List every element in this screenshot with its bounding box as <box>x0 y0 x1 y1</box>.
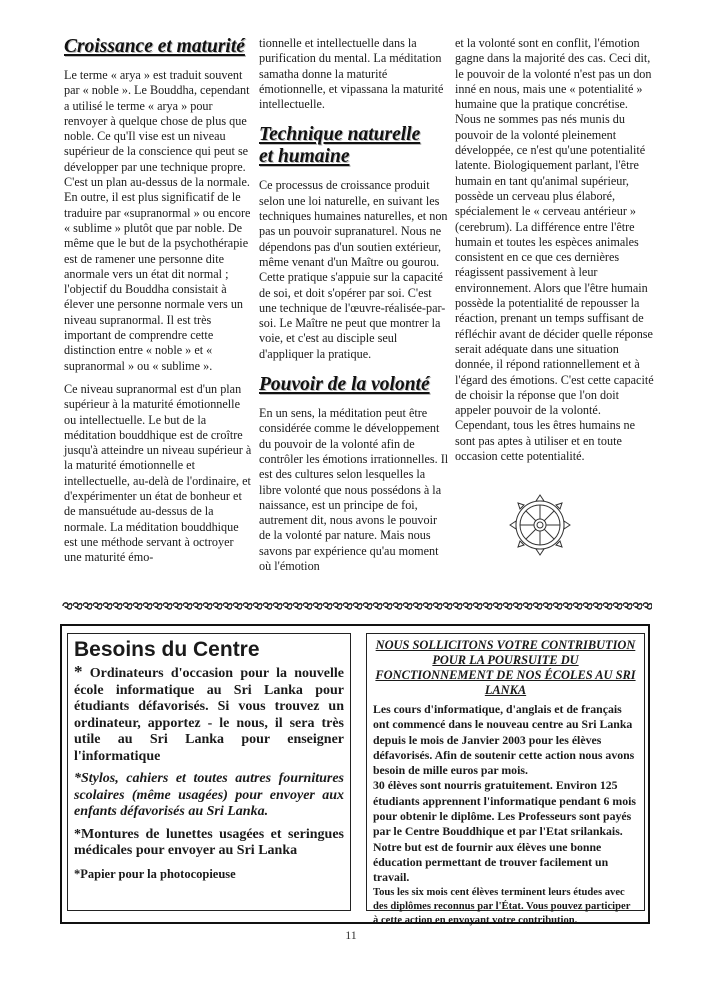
paragraph: Ce niveau supranormal est d'un plan supérieur à la maturité émotionnelle ou intellectuelle. Le but de la méditation bouddhique est de croître jusqu'à atteindre un niveau supérieur à la maturité émotionnelle et intellectuelle, au-delà de l'ordinaire, et d'expérimenter un état de bonheur et de mansuétude au-dessus de la normale. La méditation bouddhique est une méthode servant à octroyer une maturité émo- <box>64 381 252 565</box>
page-number: 11 <box>345 928 357 942</box>
ornamental-divider <box>62 600 652 612</box>
contribution-paragraph: 30 élèves sont nourris gratuitement. Environ 125 étudiants apprennent l'informatique pendant 6 mois pour obtenir le diplôme. Les Professeurs sont payés par le Centre Bouddhique et par l'Etat srilankais. Notre but est de fournir aux élèves une bonne éducation permettant de trouver facilement un travail. <box>373 778 636 885</box>
contribution-paragraph: Les cours d'informatique, d'anglais et de français ont commencé dans le nouveau centre au Sri Lanka depuis le mois de Janvier 2003 pour les élèves défavorisés. Afin de soutenir cette action nous avons besoin de mille euros par mois. <box>373 702 635 778</box>
needs-item: *Papier pour la photocopieuse <box>74 866 236 881</box>
needs-title: Besoins du Centre <box>74 638 260 661</box>
contribution-paragraph: Tous les six mois cent élèves terminent leurs études avec des diplômes reconnus par l'État. Vous pouvez participer à cette action en envoyant votre contribution. <box>373 886 631 926</box>
paragraph: Le terme « arya » est traduit souvent par « noble ». Le Bouddha, cependant a utilisé le terme « arya » pour renvoyer à quelque chose de plus que noble. Ce qu'Il vise est un niveau supérieur de la conscience qui peut se développer par une technique propre. C'est un plan au-dessus de la normale. En outre, il est plus significatif de le traduire par «supranormal » ou encore « sublime » plutôt que par noble. De même que le but de la psychothérapie est de ramener une personne dite anormale vers un état dit normal ; l'objectif du Bouddha consistait à élever une personne normale vers un niveau supranormal. Il est très important de comprendre cette distinction entre « noble » et « supranormal » ou « sublime ». <box>64 68 251 373</box>
article-column-3 <box>455 36 655 472</box>
needs-item: *Stylos, cahiers et toutes autres fournitures scolaires (même usagées) pour envoyer aux enfants défavorisés au Sri Lanka. <box>74 771 344 819</box>
asterisk: * <box>74 662 83 681</box>
needs-item: *Montures de lunettes usagées et seringues médicales pour envoyer au Sri Lanka <box>74 826 344 858</box>
paragraph: En un sens, la méditation peut être considérée comme le développement du pouvoir de la volonté afin de contrôler les émotions irrationnelles. Il est des cultures selon lesquelles la libre volonté que nous possédons à la naissance, est un principe de foi, autrement dit, nous avons le pouvoir de la volonté par nature. Mais nous savons par expérience qu'au moment où l'émotion <box>259 406 449 574</box>
heading-pouvoir: Pouvoir de la volonté <box>259 374 430 396</box>
paragraph: tionnelle et intellectuelle dans la purification du mental. La méditation samatha donne la maturité émotionnelle, et vipassana la maturité intellectuelle. <box>259 36 444 112</box>
article-column-2 <box>259 36 449 582</box>
dharma-wheel-icon <box>505 490 575 560</box>
contribution-title: NOUS SOLLICITONS VOTRE CONTRIBUTION POUR LA POURSUITE DU FONCTIONNEMENT DE NOS ÉCOLES AU SRI LANKA <box>375 638 636 697</box>
contribution-box <box>366 633 645 926</box>
needs-box <box>67 633 351 911</box>
heading-croissance: Croissance et maturité <box>64 36 245 57</box>
paragraph: et la volonté sont en conflit, l'émotion gagne dans la majorité des cas. Ceci dit, le pouvoir de la volonté n'est pas un don inné en nous, mais une « potentialité » humaine que la pratique concrétise. Nous ne sommes pas nés munis du pouvoir de la volonté pleinement développée, ce n'est qu'une potentialité latente. Biologiquement parlant, l'être humain en tant qu'animal supérieur, possède un cerveau plus élaboré, spécialement le « cerveau antérieur » (cerebrum). La différence entre l'être humain et toutes les espèces animales consistent en ce que ces dernières réagissent passivement à leur environnement. Alors que l'être humain possède la potentialité de repousser la réaction, prenant un temps suffisant de réfléchir avant de décider quelle réponse serait adéquate dans une situation donnée, il répond rationnellement et à l'égard des émotions. C'est cette capacité de choisir la réponse que l'on doit appeler pouvoir de la volonté. Cependant, tous les êtres humains ne sont pas aptes à utiliser et en toute occasion cette potentialité. <box>455 36 654 464</box>
article-column-1 <box>64 36 254 574</box>
paragraph: Ce processus de croissance produit selon une loi naturelle, en suivant les techniques humaines naturelles, et non pas un pouvoir supranaturel. Nous ne dépendons pas d'un soutien extérieur, même venant d'un Maître ou gourou. Cette pratique s'appuie sur la capacité de soi, et doit s'opérer par soi. C'est une technique de l'œuvre-réalisée-par-soi. Le Maître ne peut que montrer la voie, et c'est au disciple seul d'appliquer la pratique. <box>259 178 448 361</box>
heading-technique: Technique naturelle et humaine <box>259 124 421 168</box>
needs-item: * Ordinateurs d'occasion pour la nouvelle école informatique au Sri Lanka pour étudiants défavorisés. Si vous trouvez un ordinateur, apportez - le nous, il sera très utile au Sri Lanka pour enseigner l'informatique <box>74 662 344 764</box>
